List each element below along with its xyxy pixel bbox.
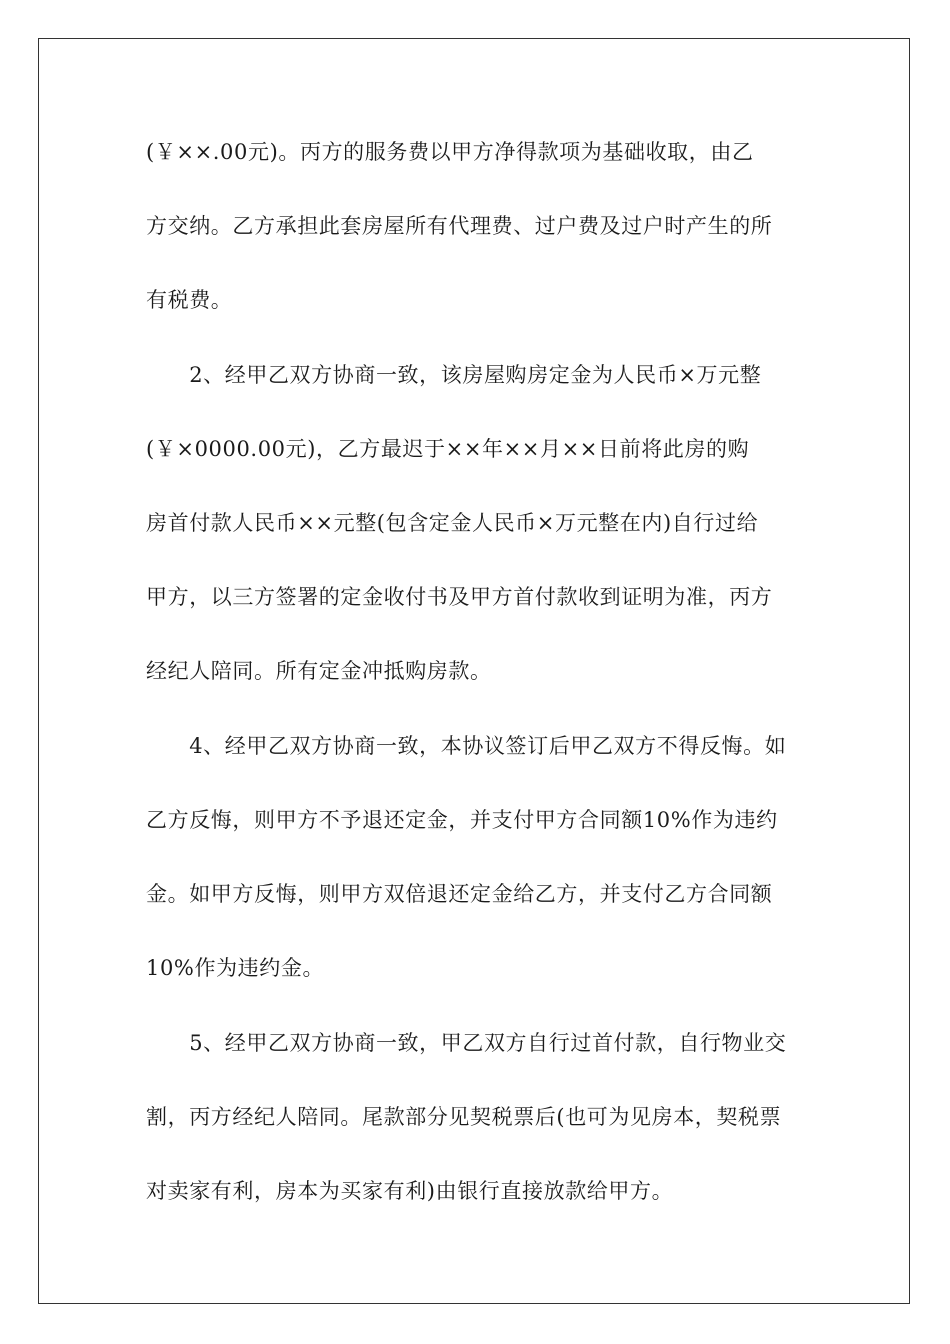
text-line: (￥××.00元)。丙方的服务费以甲方净得款项为基础收取，由乙 xyxy=(146,140,754,164)
text-line: 割，丙方经纪人陪同。尾款部分见契税票后(也可为见房本，契税票 xyxy=(146,1105,782,1129)
text-line: 2、经甲乙双方协商一致，该房屋购房定金为人民币×万元整 xyxy=(146,363,762,387)
text-line: 房首付款人民币××元整(包含定金人民币×万元整在内)自行过给 xyxy=(146,511,759,535)
text-line: 乙方反悔，则甲方不予退还定金，并支付甲方合同额10%作为违约 xyxy=(146,808,778,832)
text-line: 10%作为违约金。 xyxy=(146,956,325,980)
text-line: 4、经甲乙双方协商一致，本协议签订后甲乙双方不得反悔。如 xyxy=(146,734,787,758)
text-line: 金。如甲方反悔，则甲方双倍退还定金给乙方，并支付乙方合同额 xyxy=(146,882,773,906)
text-line: (￥×0000.00元)，乙方最迟于××年××月××日前将此房的购 xyxy=(146,437,750,461)
text-line: 经纪人陪同。所有定金冲抵购房款。 xyxy=(146,659,492,683)
text-line: 5、经甲乙双方协商一致，甲乙双方自行过首付款，自行物业交 xyxy=(146,1031,787,1055)
text-line: 甲方，以三方签署的定金收付书及甲方首付款收到证明为准，丙方 xyxy=(146,585,773,609)
text-line: 方交纳。乙方承担此套房屋所有代理费、过户费及过户时产生的所 xyxy=(146,214,773,238)
text-line: 有税费。 xyxy=(146,288,233,312)
text-line: 对卖家有利，房本为买家有利)由银行直接放款给甲方。 xyxy=(146,1179,674,1203)
